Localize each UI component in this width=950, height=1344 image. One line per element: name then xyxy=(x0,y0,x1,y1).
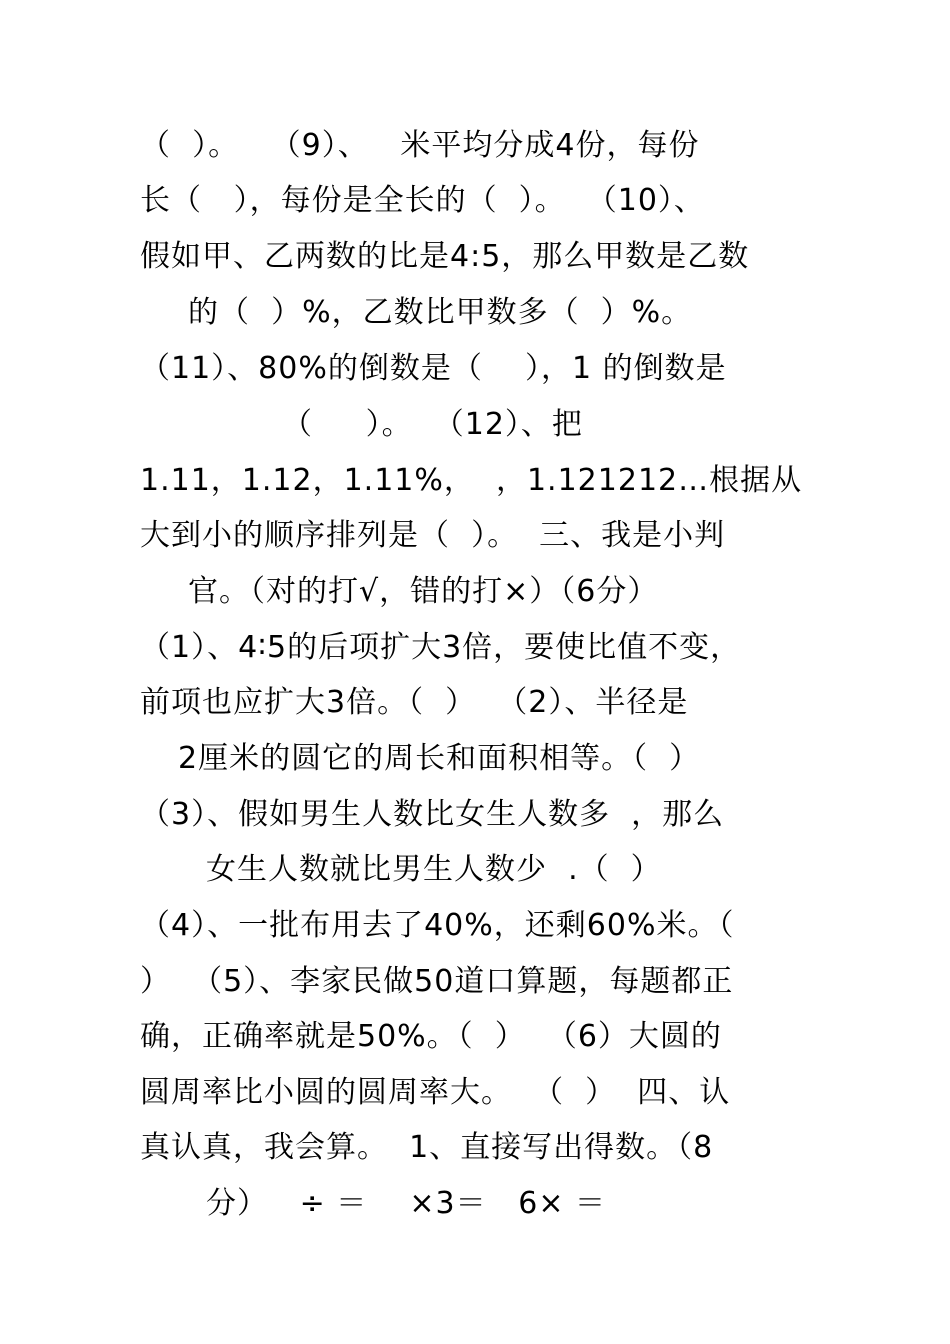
text-line-16: ） （5）、李家民做50道口算题，每题都正 xyxy=(140,964,734,999)
text-line-15: （4）、一批布用去了40%，还剩60%米。（ xyxy=(140,908,735,943)
text-line-20: 分） ÷ ＝ ×3＝ 6× ＝ xyxy=(206,1186,607,1221)
text-line-9: 官。（对的打√，错的打×）（6分） xyxy=(188,574,659,609)
text-line-13: （3）、假如男生人数比女生人数多 ，那么 xyxy=(140,797,725,832)
text-line-2: 长（ ），每份是全长的（ ）。 （10）、 xyxy=(140,183,705,218)
text-line-6: （ ）。 （12）、把 xyxy=(282,407,583,442)
text-line-3: 假如甲、乙两数的比是4:5，那么甲数是乙数 xyxy=(140,239,750,274)
text-line-11: 前项也应扩大3倍。（ ） （2）、半径是 xyxy=(140,685,689,720)
text-line-7: 1.11，1.12，1.11%， ，1.121212…根据从 xyxy=(140,463,803,498)
text-line-10: （1）、4∶5的后项扩大3倍，要使比值不变， xyxy=(140,630,742,665)
text-line-1: （ ）。 （9）、 米平均分成4份，每份 xyxy=(140,128,700,163)
text-line-4: 的（ ）%，乙数比甲数多（ ）%。 xyxy=(188,295,693,330)
text-line-14: 女生人数就比男生人数少 .（ ） xyxy=(206,852,662,887)
text-line-17: 确，正确率就是50%。（ ） （6）大圆的 xyxy=(140,1019,722,1054)
text-line-12: 2厘米的圆它的周长和面积相等。（ ） xyxy=(178,741,701,776)
text-line-5: （11）、80%的倒数是（ ），1 的倒数是 xyxy=(140,351,727,386)
text-line-19: 真认真，我会算。 1、直接写出得数。（8 xyxy=(140,1130,714,1165)
text-line-18: 圆周率比小圆的圆周率大。 （ ） 四、认 xyxy=(140,1075,731,1110)
text-line-8: 大到小的顺序排列是（ ）。 三、我是小判 xyxy=(140,518,726,553)
